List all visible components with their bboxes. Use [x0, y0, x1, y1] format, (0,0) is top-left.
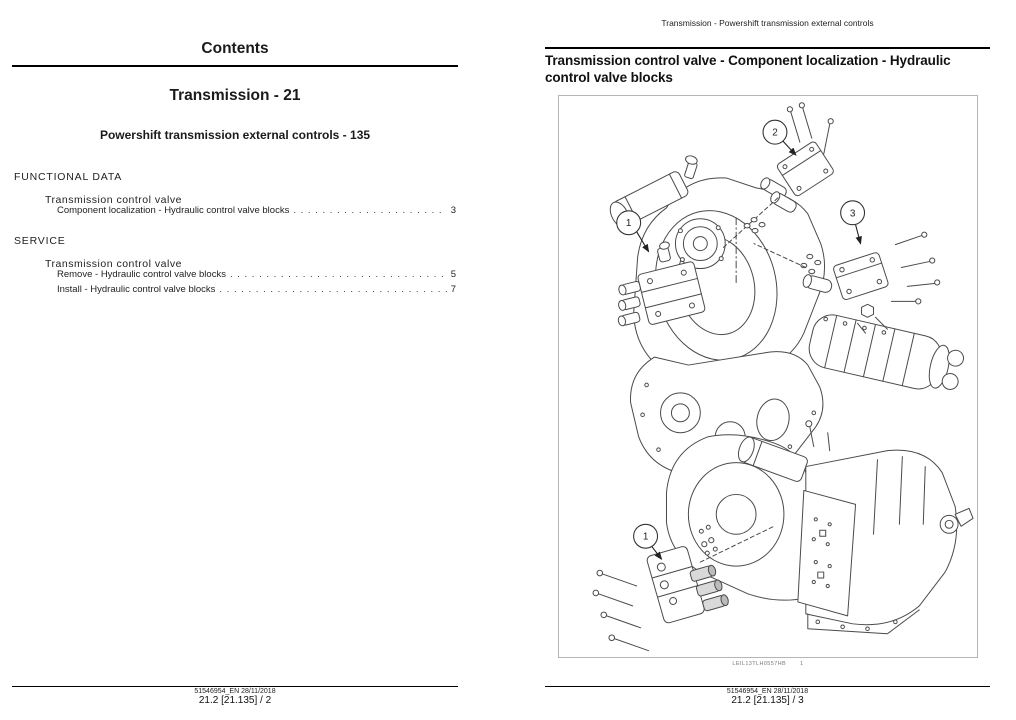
right-page-ref: 21.2 [21.135] / 3: [731, 695, 804, 706]
figure-caption-number: 1: [800, 661, 804, 667]
toc-dot-leader: [293, 205, 446, 216]
contents-title: Contents: [201, 40, 269, 57]
transmission-diagram: [559, 96, 977, 657]
callout-1b-label: 1: [642, 531, 649, 543]
section-title: Transmission - 21: [169, 87, 301, 104]
running-header: Transmission - Powershift transmission external controls: [661, 18, 874, 28]
left-doc-id: 51546954_EN 28/11/2018: [194, 688, 276, 695]
left-page-ref: 21.2 [21.135] / 2: [198, 695, 272, 706]
right-doc-id: 51546954_EN 28/11/2018: [726, 688, 809, 695]
right-footer-divider: [545, 686, 990, 687]
toc-entry-label: Remove - Hydraulic control valve blocks: [57, 269, 226, 280]
callout-2-label: 2: [772, 127, 778, 139]
toc-entry-label: Install - Hydraulic control valve blocks: [57, 284, 216, 295]
contents-divider: [12, 65, 458, 67]
toc-dot-leader: [230, 269, 447, 280]
figure-caption: [558, 661, 978, 667]
toc-topic: Transmission control valve: [45, 194, 182, 206]
toc-dot-leader: [219, 284, 446, 295]
toc-entry-page: 3: [450, 205, 456, 216]
toc-heading-service: SERVICE: [14, 235, 66, 247]
toc-entry-page: 7: [450, 284, 456, 295]
toc-entry[interactable]: [57, 284, 456, 295]
toc-entry-page: 5: [450, 269, 456, 280]
subsection-title: Powershift transmission external controls - 135: [99, 128, 371, 142]
toc-topic: Transmission control valve: [45, 258, 182, 270]
toc-entry[interactable]: [57, 269, 456, 280]
toc-entry[interactable]: [57, 205, 456, 216]
article-title: Transmission control valve - Component localization - Hydraulic control valve blocks: [545, 53, 951, 85]
toc-heading-functional-data: FUNCTIONAL DATA: [14, 171, 123, 183]
figure-caption-id: LEIL13TLH0557HB: [732, 661, 787, 667]
toc-entry-label: Component localization - Hydraulic control valve blocks: [57, 205, 290, 216]
left-footer-divider: [12, 686, 458, 687]
callout-3-label: 3: [849, 208, 856, 220]
figure-frame: [558, 95, 978, 658]
transmission-top-view: [606, 103, 966, 477]
callout-1-label: 1: [625, 218, 632, 230]
header-divider: [545, 47, 990, 49]
